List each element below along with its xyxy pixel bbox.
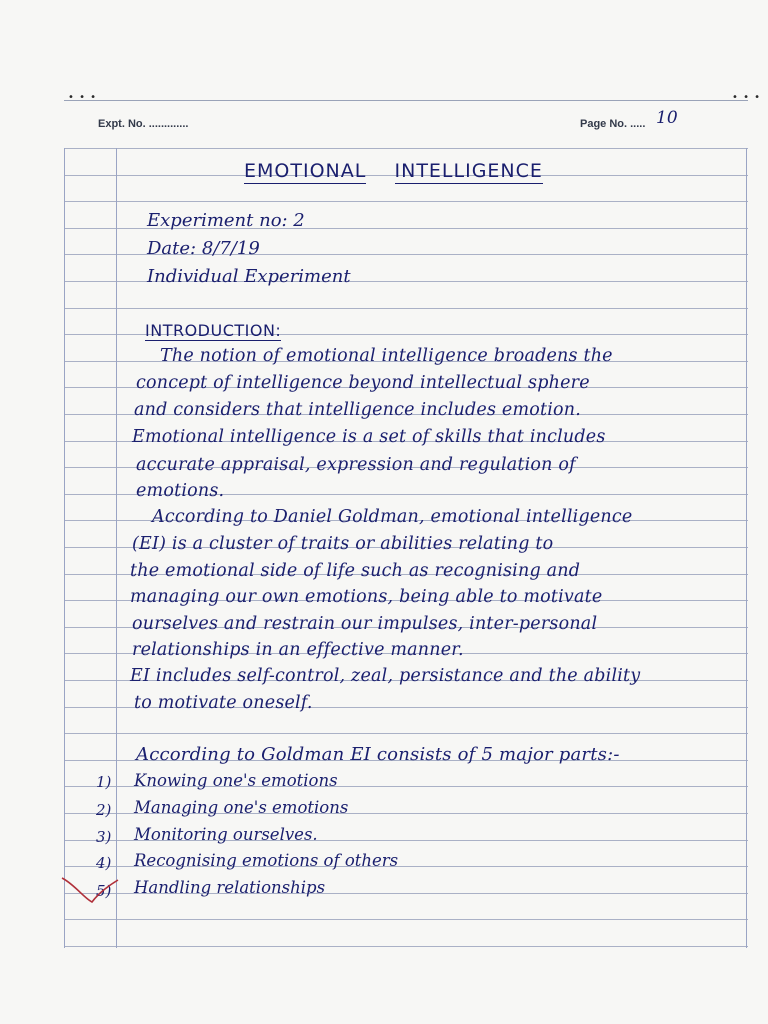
intro-line: and considers that intelligence includes emotion. bbox=[134, 400, 581, 420]
list-number: 5) bbox=[96, 882, 112, 900]
list-item: Monitoring ourselves. bbox=[134, 825, 318, 844]
intro-line: to motivate oneself. bbox=[134, 693, 313, 713]
page-no-label: Page No. ..... bbox=[580, 118, 646, 130]
title-word-2: INTELLIGENCE bbox=[394, 160, 543, 182]
intro-line: Emotional intelligence is a set of skills that includes bbox=[132, 427, 606, 447]
intro-line: emotions. bbox=[136, 481, 225, 501]
intro-line: According to Daniel Goldman, emotional intelligence bbox=[152, 507, 633, 527]
header-dots-right: • • • bbox=[732, 92, 762, 103]
intro-line: ourselves and restrain our impulses, inter-personal bbox=[132, 614, 598, 634]
ruled-line bbox=[64, 733, 748, 734]
expt-no-label: Expt. No. ............. bbox=[98, 118, 189, 130]
ruled-line bbox=[64, 148, 748, 149]
check-mark-icon bbox=[60, 870, 120, 910]
intro-line: the emotional side of life such as recognising and bbox=[130, 561, 581, 581]
title-word-1: EMOTIONAL bbox=[244, 160, 367, 182]
ruled-line bbox=[64, 201, 748, 202]
page-number: 10 bbox=[656, 108, 678, 128]
intro-line: EI includes self-control, zeal, persistance and the ability bbox=[130, 666, 641, 686]
list-number: 3) bbox=[96, 828, 112, 846]
header-rule bbox=[64, 100, 748, 101]
intro-line: concept of intelligence beyond intellectual sphere bbox=[136, 373, 590, 393]
experiment-number: Experiment no: 2 bbox=[147, 210, 305, 231]
experiment-date: Date: 8/7/19 bbox=[147, 238, 260, 259]
intro-line: relationships in an effective manner. bbox=[132, 640, 464, 660]
page-title bbox=[244, 160, 543, 182]
introduction-heading: INTRODUCTION: bbox=[145, 321, 282, 340]
list-number: 2) bbox=[96, 801, 112, 819]
list-item: Handling relationships bbox=[134, 878, 326, 897]
list-number: 4) bbox=[96, 854, 112, 872]
list-item: Knowing one's emotions bbox=[134, 771, 338, 790]
parts-intro: According to Goldman EI consists of 5 major parts:- bbox=[136, 744, 620, 765]
header-dots-left: • • • bbox=[68, 92, 98, 103]
list-number: 1) bbox=[96, 773, 112, 791]
intro-line: The notion of emotional intelligence broadens the bbox=[160, 346, 613, 366]
left-frame-line bbox=[64, 148, 65, 948]
margin-line bbox=[116, 148, 117, 948]
ruled-line bbox=[64, 308, 748, 309]
right-frame-line bbox=[746, 148, 747, 948]
list-item: Managing one's emotions bbox=[134, 798, 349, 817]
list-item: Recognising emotions of others bbox=[134, 851, 399, 870]
experiment-type: Individual Experiment bbox=[147, 266, 351, 287]
intro-line: (EI) is a cluster of traits or abilities relating to bbox=[132, 534, 554, 554]
intro-line: managing our own emotions, being able to motivate bbox=[130, 587, 603, 607]
intro-line: accurate appraisal, expression and regulation of bbox=[136, 455, 576, 475]
ruled-line bbox=[64, 919, 748, 920]
ruled-line bbox=[64, 946, 748, 947]
